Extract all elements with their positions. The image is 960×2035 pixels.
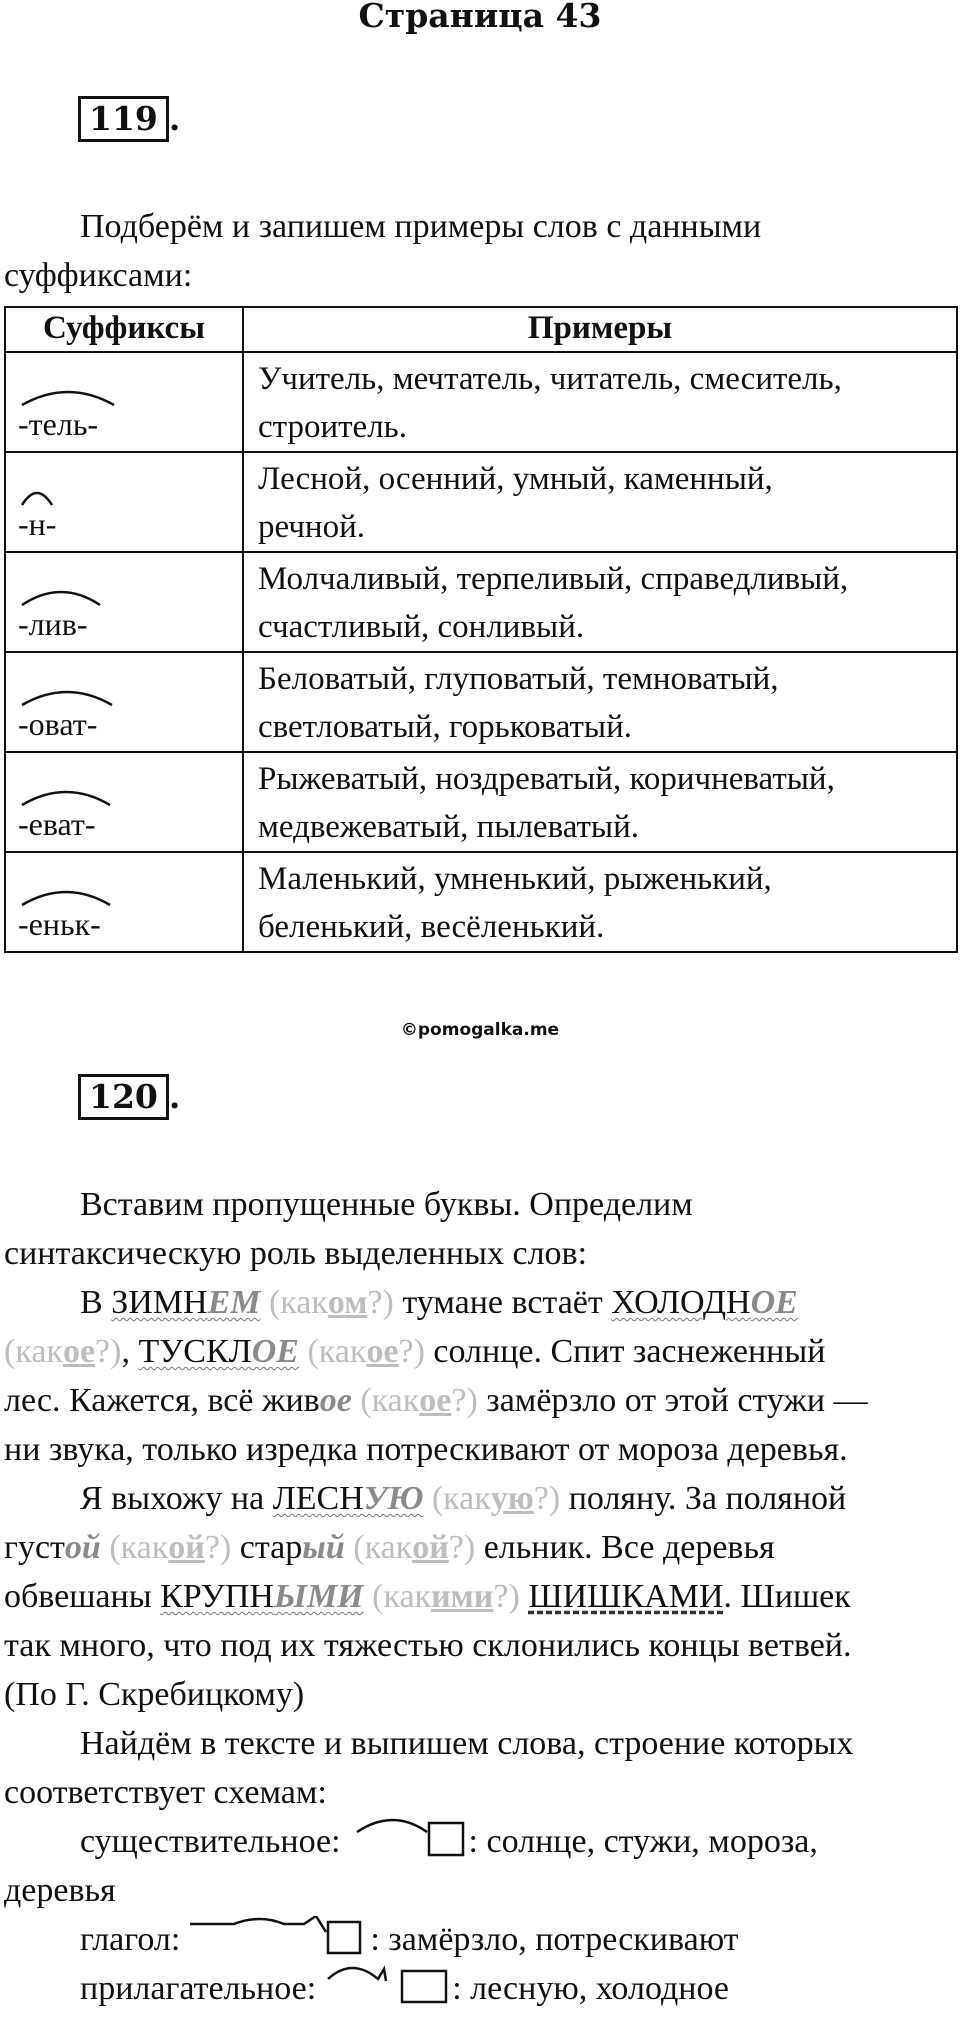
examples-cell [243, 852, 957, 952]
examples-line: счастливый, сонливый. [258, 609, 585, 645]
column-header-examples: Примеры [243, 307, 957, 352]
exercise-number-box: 120 [78, 1074, 169, 1120]
examples-line: Лесной, осенний, умный, каменный, [258, 461, 773, 497]
examples-line: речной. [258, 509, 365, 545]
table-row [5, 352, 957, 452]
question-hint: (какое?) [298, 1333, 425, 1370]
examples-line: светловатый, горьковатый. [258, 709, 633, 745]
noun-scheme-icon [341, 1818, 469, 1858]
scheme-verb: глагол: : замёрзло, потрескивают [4, 1915, 956, 1964]
suffix-label: -еват- [18, 806, 96, 842]
suffix-arc-icon [20, 785, 112, 807]
question-hint: (какой?) [100, 1529, 232, 1566]
highlighted-word: ТУСКЛОЕ [138, 1333, 299, 1370]
number-dot: . [168, 1077, 181, 1116]
text-line: обвешаны КРУПНЫМИ (какими?) ШИШКАМИ. Шишек [4, 1578, 851, 1615]
examples-line: Маленький, умненький, рыженький, [258, 861, 772, 897]
exercise-120-text [4, 1180, 956, 2013]
text-line: Найдём в тексте и выпишем слова, строение которых [80, 1725, 854, 1762]
table-row [5, 752, 957, 852]
suffix-label: -еньк- [18, 906, 101, 942]
intro-line: Подберём и запишем примеры слов с данными [80, 208, 762, 245]
highlighted-word: ХОЛОДНОЕ [611, 1284, 798, 1321]
question-hint: (какими?) [363, 1578, 520, 1615]
text-line: В ЗИМНЕМ (каком?) тумане встаёт ХОЛОДНОЕ [80, 1284, 798, 1321]
exercise-119-number [78, 96, 180, 142]
table-row [5, 452, 957, 552]
suffix-label: -лив- [18, 606, 88, 642]
question-hint: (какое?) [4, 1333, 122, 1370]
suffix-cell [5, 552, 243, 652]
suffix-label: -н- [18, 506, 57, 542]
examples-cell [243, 752, 957, 852]
suffix-cell [5, 752, 243, 852]
text-line: лес. Кажется, всё живое (какое?) замёрзло от этой стужи — [4, 1382, 868, 1419]
table-row [5, 552, 957, 652]
intro-line: суффиксами: [4, 257, 193, 294]
question-hint: (какое?) [351, 1382, 478, 1419]
highlighted-word: КРУПНЫМИ [160, 1578, 364, 1615]
exercise-number-box: 119 [78, 96, 169, 142]
examples-line: медвежеватый, пылеватый. [258, 809, 640, 845]
number-dot: . [168, 99, 181, 138]
suffix-cell [5, 452, 243, 552]
suffix-arc-icon [20, 385, 116, 407]
suffix-table [4, 306, 958, 953]
examples-cell [243, 652, 957, 752]
text-line: ни звука, только изредка потрескивают от мороза деревья. [4, 1431, 848, 1468]
examples-line: Беловатый, глуповатый, темноватый, [258, 661, 779, 697]
suffix-arc-icon [20, 485, 54, 507]
highlighted-word: ЗИМНЕМ [111, 1284, 261, 1321]
scheme-noun-cont: деревья [4, 1872, 116, 1909]
examples-cell [243, 452, 957, 552]
text-line: так много, что под их тяжестью склонились концы ветвей. [4, 1627, 852, 1664]
table-row [5, 652, 957, 752]
examples-line: беленький, весёленький. [258, 909, 605, 945]
examples-line: Рыжеватый, ноздреватый, коричневатый, [258, 761, 835, 797]
suffix-arc-icon [20, 585, 102, 607]
text-line: соответствует схемам: [4, 1774, 327, 1811]
page-title: Страница 43 [358, 0, 602, 35]
question-hint: (какую?) [423, 1480, 561, 1517]
question-hint: (какой?) [344, 1529, 476, 1566]
text-line: Я выхожу на ЛЕСНУЮ (какую?) поляну. За поляной [80, 1480, 847, 1517]
text-line: густой (какой?) старый (какой?) ельник. Все деревья [4, 1529, 775, 1566]
text-line: (какое?), ТУСКЛОЕ (какое?) солнце. Спит заснеженный [4, 1333, 826, 1370]
table-row [5, 852, 957, 952]
examples-cell [243, 552, 957, 652]
examples-line: Учитель, мечтатель, читатель, смеситель, [258, 361, 842, 397]
intro-line: Вставим пропущенные буквы. Определим [80, 1186, 693, 1223]
suffix-label: -оват- [18, 706, 98, 742]
text-line: (По Г. Скребицкому) [4, 1676, 305, 1713]
suffix-cell [5, 352, 243, 452]
column-header-suffixes: Суффиксы [5, 307, 243, 352]
dashed-word: ШИШКАМИ [528, 1578, 724, 1615]
suffix-label: -тель- [18, 406, 99, 442]
suffix-cell [5, 852, 243, 952]
verb-scheme-icon [180, 1916, 370, 1956]
exercise-119-intro [4, 202, 954, 300]
question-hint: (каком?) [260, 1284, 394, 1321]
table-header-row [5, 307, 957, 352]
examples-cell [243, 352, 957, 452]
adjective-scheme-icon [316, 1965, 452, 2005]
scheme-noun: существительное: : солнце, стужи, мороза, [4, 1817, 956, 1866]
exercise-120-number [78, 1074, 180, 1120]
suffix-arc-icon [20, 885, 112, 907]
copyright-notice: ©pomogalka.me [400, 1020, 560, 1040]
suffix-arc-icon [20, 685, 114, 707]
highlighted-word: ЛЕСНУЮ [272, 1480, 424, 1517]
suffix-cell [5, 652, 243, 752]
intro-line: синтаксическую роль выделенных слов: [4, 1235, 588, 1272]
scheme-adjective: прилагательное: : лесную, холодное [4, 1964, 956, 2013]
examples-line: строитель. [258, 409, 407, 445]
examples-line: Молчаливый, терпеливый, справедливый, [258, 561, 849, 597]
